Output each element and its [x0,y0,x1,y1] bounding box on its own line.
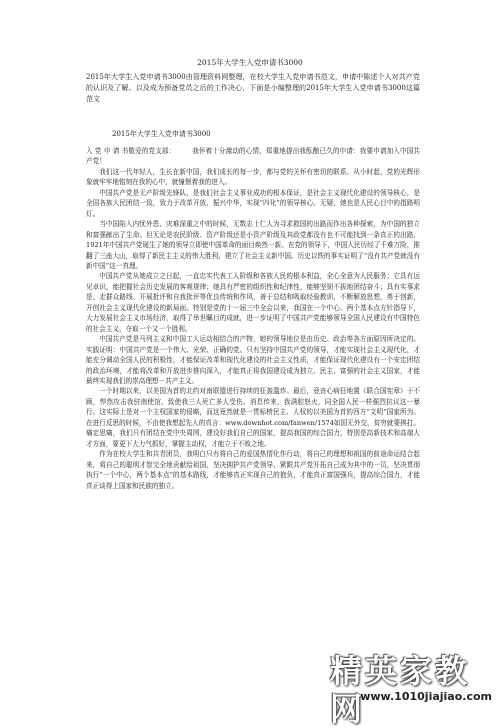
body-paragraph: 中国共产党是马列主义和中国工人运动相结合的产物，她的领导地位是由历史、政治等各方面原因所决定的。实践证明：中国共产党是一个伟大、光荣、正确的党。只有坚持中国共产党的领导，才能实现社会主义现代化，才能充分调动全国人民的积极性，才能保证改革和现代化建设的社会主义性质，才能保证现代化建设有一个安定团结的政治环境，才能将改革和开放进步推向深入，才能真正将我国建设成为独立、民主、富强的社会主义国家，才能最终实现我们的崇高理想－共产主义。 [86,335,420,385]
salutation: 入 党 申 请 书敬爱的党支部： 我怀着十分激动的心情，郑重地提出我酝酿已久的申请：我要申请加入中国共产党！ [86,147,420,166]
intro-paragraph [86,72,420,104]
intro-text: 2015年大学生入党申请书3000由管理资料网整理，在校大学生入党申请书范文，申请中陈述个人对共产党的认识及了解。以及成为预备党员之后的工作决心，下面是小编整理的2015年大学生入党申请书3000这篇范文 [86,73,420,103]
watermark-url: www.1010jiajiao.com [360,690,492,703]
body-paragraph: 一个时期以来，以美国为首的北约对南联盟进行持续的狂轰滥炸。最后，竟丧心病狂地置《联合国宪章》于不顾，悍然攻击我驻南使馆，致使我三人死亡多人受伤。消息传来，我满腔怒火，同全国人民一样强烈抗议这一暴行。这实际上是对一个主权国家的侵略，而这竟然就是一贯标榜民主、人权的以美国为首的西方“文明”国家所为。在进行反思的时候，不由使我想起先人的真言：www.downhot.com/fanwen/1574如国无外交，贫穷就要挨打。痛定思痛，我们只有团结在党中央周围，建设好我们自己的国家，提高我国的综合国力，特别是高新技术和高端人才方面，要更下大力气抓好，掌握主动权，才能立于不败之地。 [86,387,420,448]
watermark [330,650,500,728]
watermark-brand: 精英家教网 [330,652,471,728]
body-paragraph: 作为在校大学生和共青团员，我明白只有将自己的爱国热情化作行动，将自己的理想和祖国的前途命运结合起来，将自己的聪明才智完全地贡献给祖国，坚决拥护共产党领导，紧跟共产党开拓自己成为其中的一员，坚决贯彻执行“一个中心，两个基本点”的基本路线，才能够真正实现自己的抱负，才能真正富国强兵，提高综合国力，才能真正谈得上国家和民族的独立。 [86,450,420,490]
document-title: 2015年大学生入党申请书3000 [197,58,303,67]
document-subtitle: 2015年大学生入党申请书3000 [112,130,211,138]
body-paragraph: 中国共产党是无产阶级先锋队，是我们社会主义事业成功的根本保证，是社会主义现代化建设的领导核心，是全国各族人民团结一致，致力于改革开放、振兴中华，实现“四化”的领导核心。无疑，她也是人民心目中的指路明灯。 [86,188,420,218]
document-body [86,146,420,491]
body-paragraph: 中国共产党从她成立之日起，一直忠实代表工人阶级和各族人民的根本利益，全心全意为人民服务；它具有远见卓识，能把握社会历史发展的客观规律；她具有严密的组织性和纪律性，能够坚韧不拔地团结奋斗；具有实事求是、走群众路线、开展批评和自我批评等优良传统和作风，善于总结和吸取经验教训，不断解放思想，勇于创新，开创社会主义现代化建设的新局面。特别是党的十一届三中全会以来，我国在一个中心、两个基本点方针指导下，大力发展社会主义市场经济，取得了举世瞩目的成就，进一步证明了中国共产党能够领导全国人民建设有中国特色的社会主义，夺取一个又一个胜利。 [86,272,420,333]
body-paragraph: 我们这一代年轻人，生长在新中国，我们成长的每一步，都与党的关怀有密切的联系。从小时起，党的光辉形象就牢牢地铭刻在我的心中，就憧憬着我的进入。 [86,167,420,187]
body-paragraph: 当中国陷入内忧外患、灾难深重之中的时候，无数志士仁人为寻求救国的出路而作出各种探索，为中国的独立和富强献出了生命。但无论是农民阶级、资产阶级还是小资产阶级及其政党都没有也不可能找到一条真正的出路，1921年中国共产党诞生了她的领导立即使中国革命的面目焕然一新。在党的领导下，中国人民历经了千难万险，推翻了三座大山，取得了新民主主义的伟大胜利，建立了社会主义新中国。历史以铁的事实证明了“没有共产党就没有新中国”这一真理。 [86,220,420,270]
